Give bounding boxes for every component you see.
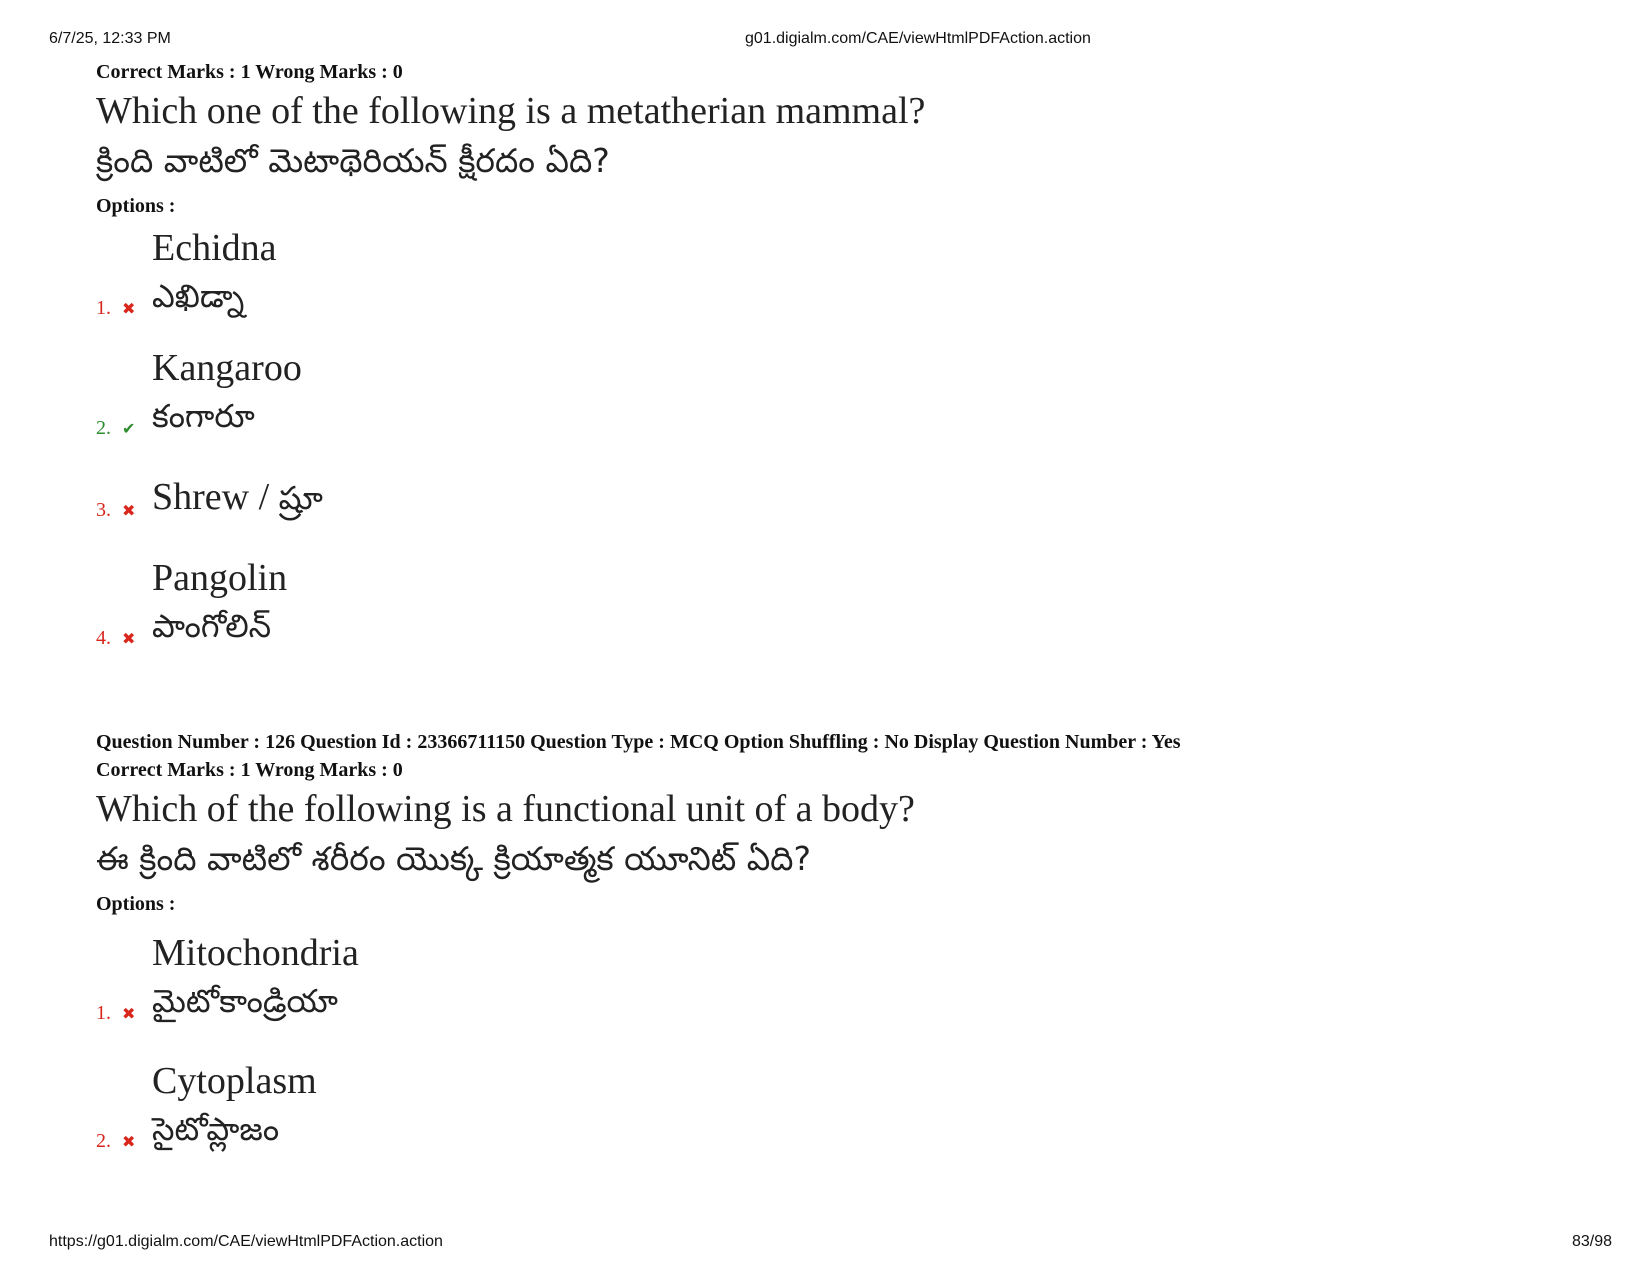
option-marker <box>96 297 135 320</box>
option-text <box>152 1057 317 1153</box>
option-text-telugu: కంగారూ <box>152 397 255 435</box>
print-page-title: g01.digialm.com/CAE/viewHtmlPDFAction.action <box>745 30 1091 47</box>
question-text-english: Which of the following is a functional unit of a body? <box>96 788 915 830</box>
option-marker <box>96 1130 135 1153</box>
cross-icon: ✖ <box>122 1132 136 1151</box>
option-number: 1. <box>96 1002 111 1024</box>
cross-icon: ✖ <box>122 1004 136 1023</box>
print-datetime: 6/7/25, 12:33 PM <box>49 30 171 47</box>
question-text-english: Which one of the following is a metatherian mammal? <box>96 90 926 132</box>
check-icon: ✔ <box>122 419 136 438</box>
option-4 <box>96 555 1096 650</box>
option-2 <box>96 1055 1096 1153</box>
option-1 <box>96 216 1096 320</box>
option-marker <box>96 499 135 522</box>
option-number: 3. <box>96 499 111 521</box>
marks-line: Correct Marks : 1 Wrong Marks : 0 <box>96 61 403 83</box>
option-marker <box>96 627 135 650</box>
option-text-english: Cytoplasm <box>152 1060 317 1102</box>
option-text <box>152 344 302 440</box>
option-text-telugu: సైటోప్లాజం <box>152 1110 280 1148</box>
cross-icon: ✖ <box>122 299 136 318</box>
marks-line: Correct Marks : 1 Wrong Marks : 0 <box>96 759 403 781</box>
print-url: https://g01.digialm.com/CAE/viewHtmlPDFAction.action <box>49 1233 443 1250</box>
option-number: 2. <box>96 1130 111 1152</box>
options-label: Options : <box>96 195 176 217</box>
cross-icon: ✖ <box>122 501 136 520</box>
option-text-english: Mitochondria <box>152 932 359 974</box>
question-text-telugu: ఈ క్రింది వాటిలో శరీరం యొక్క క్రియాత్మక యూనిట్ ఏది? <box>96 839 811 878</box>
cross-icon: ✖ <box>122 629 136 648</box>
option-3 <box>96 470 1096 522</box>
question-126 <box>96 728 1576 918</box>
option-text-telugu: పాంగోలిన్ <box>152 607 272 645</box>
option-text-english: Shrew / <box>152 476 279 518</box>
option-text-english: Pangolin <box>152 557 288 599</box>
option-text <box>152 554 287 650</box>
option-text-telugu: ఎఖిడ్నా <box>152 277 245 315</box>
option-number: 4. <box>96 627 111 649</box>
option-1 <box>96 925 1096 1025</box>
option-2 <box>96 347 1096 440</box>
print-footer <box>0 1233 1651 1255</box>
option-text <box>152 224 277 320</box>
question-125 <box>96 58 1576 220</box>
print-header <box>0 30 1651 52</box>
option-text <box>152 473 323 522</box>
option-text-english: Echidna <box>152 227 277 269</box>
option-text-english: Kangaroo <box>152 347 302 389</box>
option-text-telugu: ష్రూ <box>278 479 323 517</box>
option-marker <box>96 1002 135 1025</box>
option-text-telugu: మైటోకాండ్రియా <box>152 982 338 1020</box>
option-number: 2. <box>96 417 111 439</box>
options-label: Options : <box>96 893 176 915</box>
option-text <box>152 929 359 1025</box>
option-marker <box>96 417 135 440</box>
question-info-line: Question Number : 126 Question Id : 23366711150 Question Type : MCQ Option Shuffling : No Display Question Number : Yes <box>96 731 1181 753</box>
print-page-number: 83/98 <box>1571 1233 1612 1250</box>
question-text-telugu: క్రింది వాటిలో మెటాథెరియన్ క్షీరదం ఏది? <box>96 141 610 180</box>
option-number: 1. <box>96 297 111 319</box>
